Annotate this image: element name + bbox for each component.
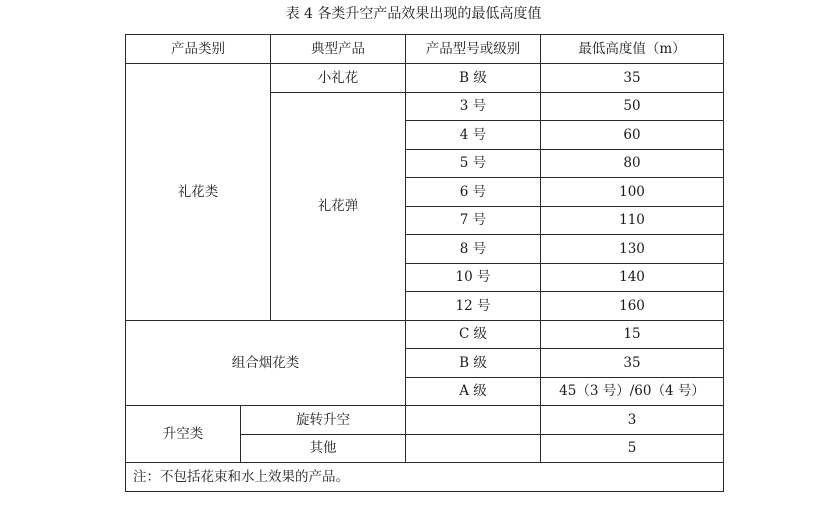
model-cell: 5 号: [406, 149, 541, 178]
height-cell: 60: [541, 121, 724, 150]
category-rising: 升空类: [126, 406, 241, 463]
min-height-table: [125, 34, 724, 492]
header-model-grade: 产品型号或级别: [406, 35, 541, 64]
model-cell: 7 号: [406, 206, 541, 235]
grade-cell: C 级: [406, 320, 541, 349]
height-cell: 5: [541, 434, 724, 463]
header-category: 产品类别: [126, 35, 271, 64]
height-cell: 100: [541, 178, 724, 207]
grade-cell: A 级: [406, 377, 541, 406]
table-header-row: [126, 35, 724, 64]
model-cell: 8 号: [406, 235, 541, 264]
height-cell: 35: [541, 349, 724, 378]
height-cell: 160: [541, 292, 724, 321]
height-cell: 130: [541, 235, 724, 264]
product-cell: 其他: [241, 434, 406, 463]
table-row: [126, 64, 724, 93]
table-row: [126, 406, 724, 435]
model-cell: 10 号: [406, 263, 541, 292]
model-cell: 12 号: [406, 292, 541, 321]
header-min-height: 最低高度值（m）: [541, 35, 724, 64]
height-cell: 80: [541, 149, 724, 178]
table-note: 注：不包括花束和水上效果的产品。: [126, 463, 724, 492]
height-cell: 45（3 号）/60（4 号）: [541, 377, 724, 406]
grade-cell: B 级: [406, 349, 541, 378]
model-cell: 4 号: [406, 121, 541, 150]
height-cell: 50: [541, 92, 724, 121]
height-cell: 35: [541, 64, 724, 93]
table-note-row: [126, 463, 724, 492]
height-cell: 140: [541, 263, 724, 292]
header-typical-product: 典型产品: [271, 35, 406, 64]
table-caption: 表 4 各类升空产品效果出现的最低高度值: [285, 6, 542, 22]
category-lihua: 礼花类: [126, 64, 271, 321]
model-cell: 6 号: [406, 178, 541, 207]
table-row: [126, 320, 724, 349]
height-cell: 15: [541, 320, 724, 349]
product-lihua-shell: 礼花弹: [271, 92, 406, 320]
model-cell: 3 号: [406, 92, 541, 121]
product-cell: 旋转升空: [241, 406, 406, 435]
height-cell: 3: [541, 406, 724, 435]
grade-cell: [406, 434, 541, 463]
grade-cell: [406, 406, 541, 435]
product-small-lihua: 小礼花: [271, 64, 406, 93]
height-cell: 110: [541, 206, 724, 235]
category-combo: 组合烟花类: [126, 320, 406, 406]
grade-cell: B 级: [406, 64, 541, 93]
